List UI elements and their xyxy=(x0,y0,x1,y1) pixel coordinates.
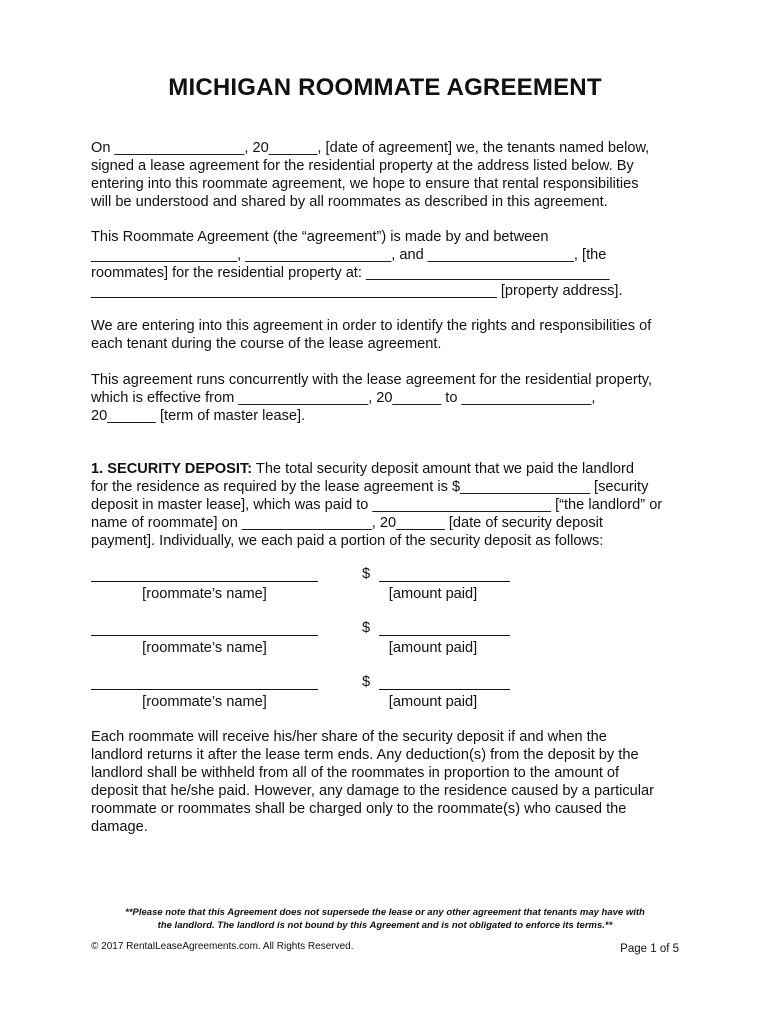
amount-paid-label: [amount paid] xyxy=(388,694,478,710)
document-title: MICHIGAN ROOMMATE AGREEMENT xyxy=(168,74,602,101)
security-deposit-heading: 1. SECURITY DEPOSIT: xyxy=(91,461,253,477)
roommate-name-line xyxy=(91,581,318,582)
roommate-name-line xyxy=(91,689,318,690)
purpose-paragraph: We are entering into this agreement in order to identify the rights and responsibilities of each tenant during the course of the lease agreement. xyxy=(91,318,652,352)
dollar-sign: $ xyxy=(362,674,371,690)
amount-paid-line xyxy=(379,581,510,582)
amount-paid-label: [amount paid] xyxy=(388,586,478,602)
roommate-name-label: [roommate’s name] xyxy=(142,694,267,710)
amount-paid-line xyxy=(379,635,510,636)
amount-paid-label: [amount paid] xyxy=(388,640,478,656)
deposit-share-row xyxy=(0,674,770,714)
amount-paid-line xyxy=(379,689,510,690)
footer-disclaimer: **Please note that this Agreement does not supersede the lease or any other agreement that tenants may have with the landlord. The landlord is not bound by this Agreement and is not obligated to enforce its terms.** xyxy=(125,907,645,931)
copyright-notice: © 2017 RentalLeaseAgreements.com. All Rights Reserved. xyxy=(91,941,354,952)
term-paragraph: This agreement runs concurrently with the lease agreement for the residential property, which is effective from ________________, 20______ to ________________, 20______ [term of master lease]. xyxy=(91,372,653,424)
deposit-share-row xyxy=(0,620,770,660)
page-number: Page 1 of 5 xyxy=(620,943,679,955)
security-deposit-section xyxy=(91,460,691,550)
roommate-name-label: [roommate’s name] xyxy=(142,640,267,656)
parties-paragraph: This Roommate Agreement (the “agreement”) is made by and between __________________, __________________, and __________________, [the roommates] for the residential property at: ______________________________ __________________________________________________ [property address]. xyxy=(91,229,623,299)
security-deposit-text: The total security deposit amount that we paid the landlord for the residence as required by the lease agreement is $________________ [security deposit in master lease], which was paid to ______________________ [“the landlord” or name of roommate] on ________________, 20______ [date of security deposit payment]. Individually, we each paid a portion of the security deposit as follows: xyxy=(91,461,663,549)
dollar-sign: $ xyxy=(362,620,371,636)
roommate-name-label: [roommate’s name] xyxy=(142,586,267,602)
intro-paragraph: On ________________, 20______, [date of agreement] we, the tenants named below, signed a lease agreement for the residential property at the address listed below. By entering into this roommate agreement, we hope to ensure that rental responsibilities will be understood and shared by all roommates as described in this agreement. xyxy=(91,140,650,210)
deposit-share-paragraph: Each roommate will receive his/her share of the security deposit if and when the landlord returns it after the lease term ends. Any deduction(s) from the deposit by the landlord shall be withheld from all of the roommates in proportion to the amount of deposit that he/she paid. However, any damage to the residence caused by a particular roommate or roommates shall be charged only to the roommate(s) who caused the damage. xyxy=(91,729,655,835)
roommate-name-line xyxy=(91,635,318,636)
dollar-sign: $ xyxy=(362,566,371,582)
deposit-share-row xyxy=(0,566,770,606)
